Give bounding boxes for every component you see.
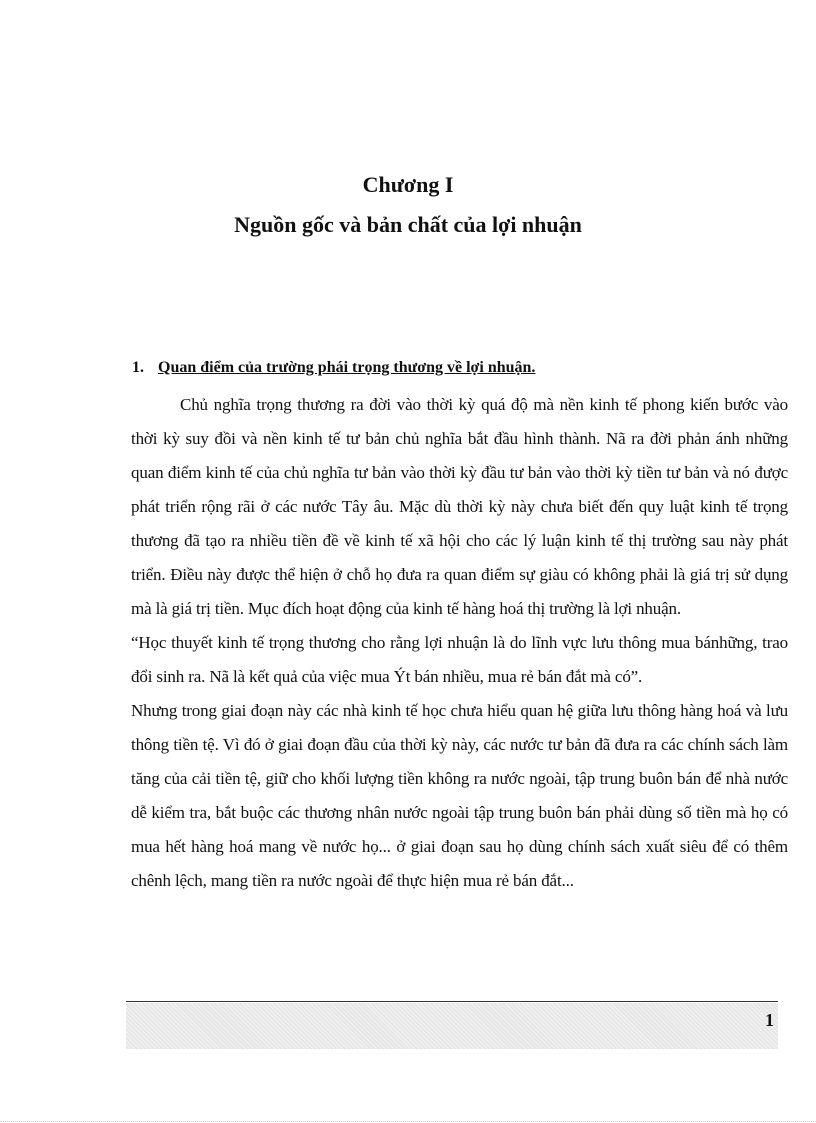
section-heading: [132, 356, 535, 380]
chapter-title: Chương I: [362, 172, 454, 197]
page-footer: [126, 1003, 778, 1049]
section-number: 1.: [132, 359, 144, 376]
paragraph-3: Nhưng trong giai đoạn này các nhà kinh tế học chưa hiểu quan hệ giữa lưu thông hàng hoá và lưu thông tiền tệ. Vì đó ở giai đoạn đầu của thời kỳ này, các nước tư bản đã đưa ra các chính sách làm tăng của cải tiền tệ, giữ cho khối lượng tiền không ra nước ngoài, tập trung buôn bán để nhà nước dễ kiểm tra, bắt buộc các thương nhân nước ngoài tập trung buôn bán phải dùng số tiền mà họ có mua hết hàng hoá mang về nước họ... ở giai đoạn sau họ dùng chính sách xuất siêu để có thêm chênh lệch, mang tiền ra nước ngoài để thực hiện mua rẻ bán đắt...: [131, 701, 788, 890]
page-bottom-edge: [0, 1121, 816, 1122]
body-text: [131, 388, 788, 898]
chapter-subtitle: Nguồn gốc và bản chất của lợi nhuận: [234, 212, 582, 237]
footer-divider: [126, 1001, 778, 1002]
page-number: 1: [765, 1010, 774, 1030]
paragraph-1: Chủ nghĩa trọng thương ra đời vào thời kỳ quá độ mà nền kinh tế phong kiến bước vào thời kỳ suy đồi và nền kinh tế tư bản chủ nghĩa bắt đầu hình thành. Nã ra đời phản ánh những quan điểm kinh tế của chủ nghĩa tư bản vào thời kỳ đầu tư bản vào thời kỳ tiền tư bản và nó được phát triển rộng rãi ở các nước Tây âu. Mặc dù thời kỳ này chưa biết đến quy luật kinh tế trọng thương đã tạo ra nhiều tiền đề về kinh tế xã hội cho các lý luận kinh tế thị trường sau này phát triển. Điều này được thể hiện ở chỗ họ đưa ra quan điểm sự giàu có không phải là giá trị sử dụng mà là giá trị tiền. Mục đích hoạt động của kinh tế hàng hoá thị trường là lợi nhuận.: [131, 395, 788, 618]
section-heading-text: Quan điểm của trường phái trọng thương về lợi nhuận.: [158, 359, 536, 376]
paragraph-2: “Học thuyết kinh tế trọng thương cho rằng lợi nhuận là do lĩnh vực lưu thông mua bánhững, trao đổi sinh ra. Nã là kết quả của việc mua Ýt bán nhiều, mua rẻ bán đắt mà có”.: [131, 633, 788, 686]
